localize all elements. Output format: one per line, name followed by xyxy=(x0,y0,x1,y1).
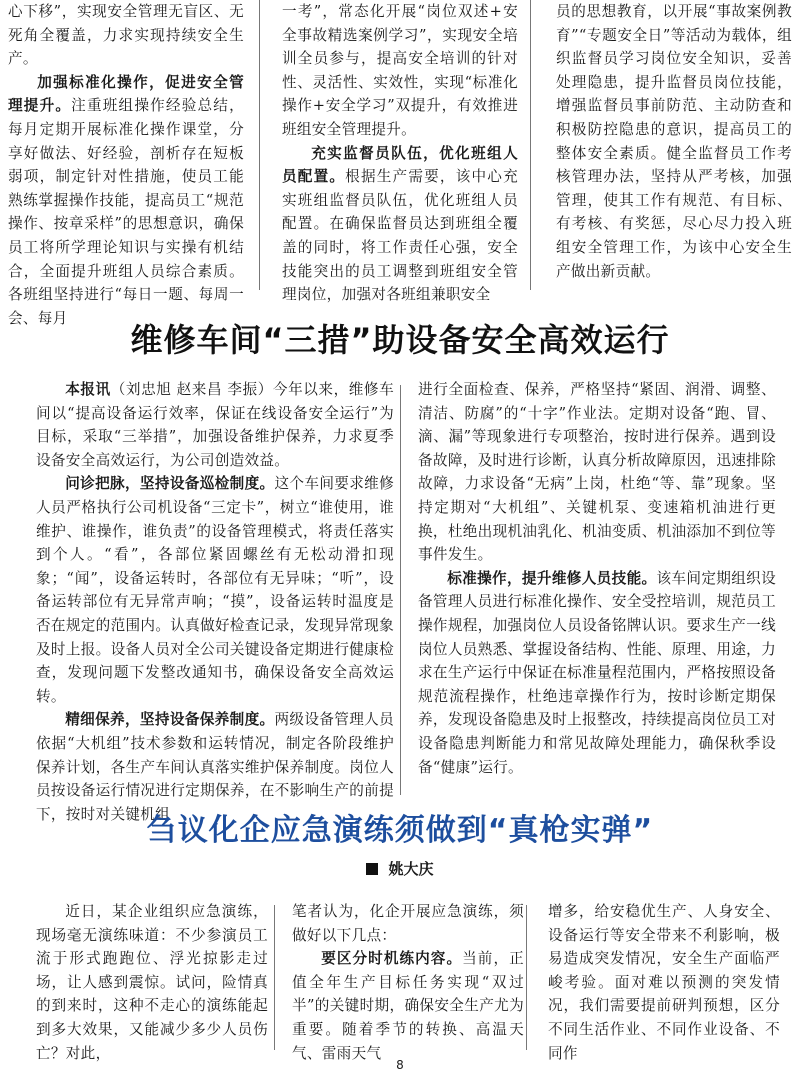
column-divider xyxy=(274,905,275,1050)
column-3 xyxy=(548,900,780,1062)
paragraph-lead: 标准操作，提升维修人员技能。 xyxy=(447,569,657,587)
column-2 xyxy=(418,378,776,798)
paragraph-lead: 要区分时机练内容。 xyxy=(321,950,463,968)
column-1 xyxy=(36,900,268,1062)
paragraph: 近日，某企业组织应急演练，现场毫无演练味道：不少参演员工流于形式跑跑位、浮光掠影走过场，让人感到震惊。试问，险情真的到来时，这种不走心的演练能起到多大效果，又能减少多少人员伤亡？对此， xyxy=(36,903,268,1062)
paragraph: 进行全面检查、保养，严格坚持“紧固、润滑、调整、清洁、防腐”的“十字”作业法。定期对设备“跑、冒、滴、漏”等现象进行专项整治，按时进行保养。遇到设备故障，及时进行诊断，认真分析故障原因，迅速排除故障，力求设备“无病”上岗，杜绝“等、靠”现象。坚持定期对“大机组”、关键机泵、变速箱机油进行更换，杜绝出现机油乳化、机油变质、机油添加不到位等事件发生。 xyxy=(418,381,776,564)
column-1 xyxy=(8,0,244,327)
column-divider xyxy=(530,0,531,290)
paragraph: 笔者认为，化企开展应急演练，须做好以下几点： xyxy=(292,903,524,944)
article-headline: 刍议化企应急演练须做到“真枪实弹” xyxy=(146,813,654,848)
column-3 xyxy=(556,0,792,300)
paragraph-lead: 精细保养，坚持设备保养制度。 xyxy=(65,711,275,729)
paragraph: 心下移”，实现安全管理无盲区、无死角全覆盖，力求实现持续安全生产。 xyxy=(8,3,244,68)
paragraph: 加强标准化操作，促进安全管理提升。注重班组操作经验总结，每月定期开展标准化操作课堂，分享好做法、好经验，剖析存在短板弱项，制定针对性措施，使员工能熟练掌握操作技能，提高员工“规范操作、按章采样”的思想意识，确保员工将所学理论知识与实操有机结合，全面提升班组人员综合素质。各班组坚持进行“每日一题、每周一会、每月 xyxy=(8,73,244,327)
article-body xyxy=(36,378,776,823)
paragraph: 一考”，常态化开展“岗位双述+安全事故精选案例学习”，实现安全培训全员参与，提高安全培训的针对性、灵活性、实效性，实现“标准化操作+安全学习”双提升，有效推进班组安全管理提升。 xyxy=(282,3,518,138)
byline-square-icon xyxy=(366,863,378,875)
column-2 xyxy=(292,900,524,1062)
paragraph-lead: 加强标准化操作，促进安全管理提升。 xyxy=(8,73,244,115)
paragraph: 本报讯（刘忠旭 赵来昌 李振）今年以来，维修车间以“提高设备运行效率，保证在线设备安全运行”为目标，采取“三举措”，加强设备维护保养，力求夏季设备安全高效运行，为公司创造效益。 xyxy=(36,381,395,469)
paragraph: 要区分时机练内容。当前，正值全年生产目标任务实现“双过半”的关键时期，确保安全生产尤为重要。随着季节的转换、高温天气、雷雨天气 xyxy=(292,950,524,1062)
paragraph: 员的思想教育，以开展“事故案例教育”“专题安全日”等活动为载体，组织监督员学习岗位安全知识，妥善处理隐患，提升监督员岗位技能，增强监督员事前防范、主动防查和积极防控隐患的意识，提高员工的整体安全素质。健全监督员工作考核管理办法，坚持从严考核，加强管理，使其工作有规范、有目标、有考核、有奖惩，尽心尽力投入班组安全管理工作，为该中心安全生产做出新贡献。 xyxy=(556,3,792,280)
paragraph: 问诊把脉，坚持设备巡检制度。这个车间要求维修人员严格执行公司机设备“三定卡”，树立“谁使用，谁维护、谁操作，谁负责”的设备管理模式，将责任落实到个人。“看”，各部位紧固螺丝有无松动滑扣现象；“闻”，设备运转时，各部位有无异味；“听”，设备运转部位有无异常声响；“摸”，设备运转时温度是否在规定的范围内。认真做好检查记录，发现异常现象及时上报。设备人员对全公司关键设备定期进行健康检查，发现问题下发整改通知书，确保设备安全高效运转。 xyxy=(36,475,394,705)
paragraph: 标准操作，提升维修人员技能。该车间定期组织设备管理人员进行标准化操作、安全受控培训，规范员工操作规程，加强岗位人员设备铭牌认识。要求生产一线岗位人员熟悉、掌握设备结构、性能、原理、用途，力求在生产运行中保证在标准量程范围内，严格按照设备规范流程操作，杜绝违章操作行为，按时诊断定期保养，发现设备隐患及时上报整改，持续提高岗位员工对设备隐患判断能力和常见故障处理能力，确保秋季设备“健康”运行。 xyxy=(418,569,776,776)
column-2 xyxy=(282,0,518,304)
byline xyxy=(0,858,800,880)
paragraph: 充实监督员队伍，优化班组人员配置。根据生产需要，该中心充实班组监督员队伍，优化班组人员配置。在确保监督员达到班组全覆盖的同时，将工作责任心强，安全技能突出的员工调整到班组安全管理岗位，加强对各班组兼职安全 xyxy=(282,144,518,304)
article-headline: 维修车间“三措”助设备安全高效运行 xyxy=(130,321,670,359)
paragraph-lead: 充实监督员队伍，优化班组人员配置。 xyxy=(282,144,518,186)
column-divider xyxy=(526,905,527,1050)
paragraph: 增多，给安稳优生产、人身安全、设备运行等安全带来不利影响，极易造成突发情况，安全生产面临严峻考验。面对难以预测的突发情况，我们需要提前研判预想，区分不同生活作业、不同作业设备、不同作 xyxy=(548,903,780,1062)
article-body xyxy=(36,900,780,1062)
page-number: 8 xyxy=(396,1058,404,1072)
column-1 xyxy=(36,378,395,823)
paragraph: 精细保养，坚持设备保养制度。两级设备管理人员依据“大机组”技术参数和运转情况，制定各阶段维护保养计划，各生产车间认真落实维护保养制度。岗位人员按设备运行情况进行定期保养，在不影响生产的前提下，按时对关键机组 xyxy=(36,711,394,823)
paragraph-lead: 问诊把脉，坚持设备巡检制度。 xyxy=(65,475,275,493)
paragraph-lead: 本报讯 xyxy=(65,381,111,398)
column-divider xyxy=(400,385,401,795)
author-name: 姚大庆 xyxy=(388,860,434,878)
continued-article xyxy=(8,0,792,327)
column-divider xyxy=(259,0,260,290)
